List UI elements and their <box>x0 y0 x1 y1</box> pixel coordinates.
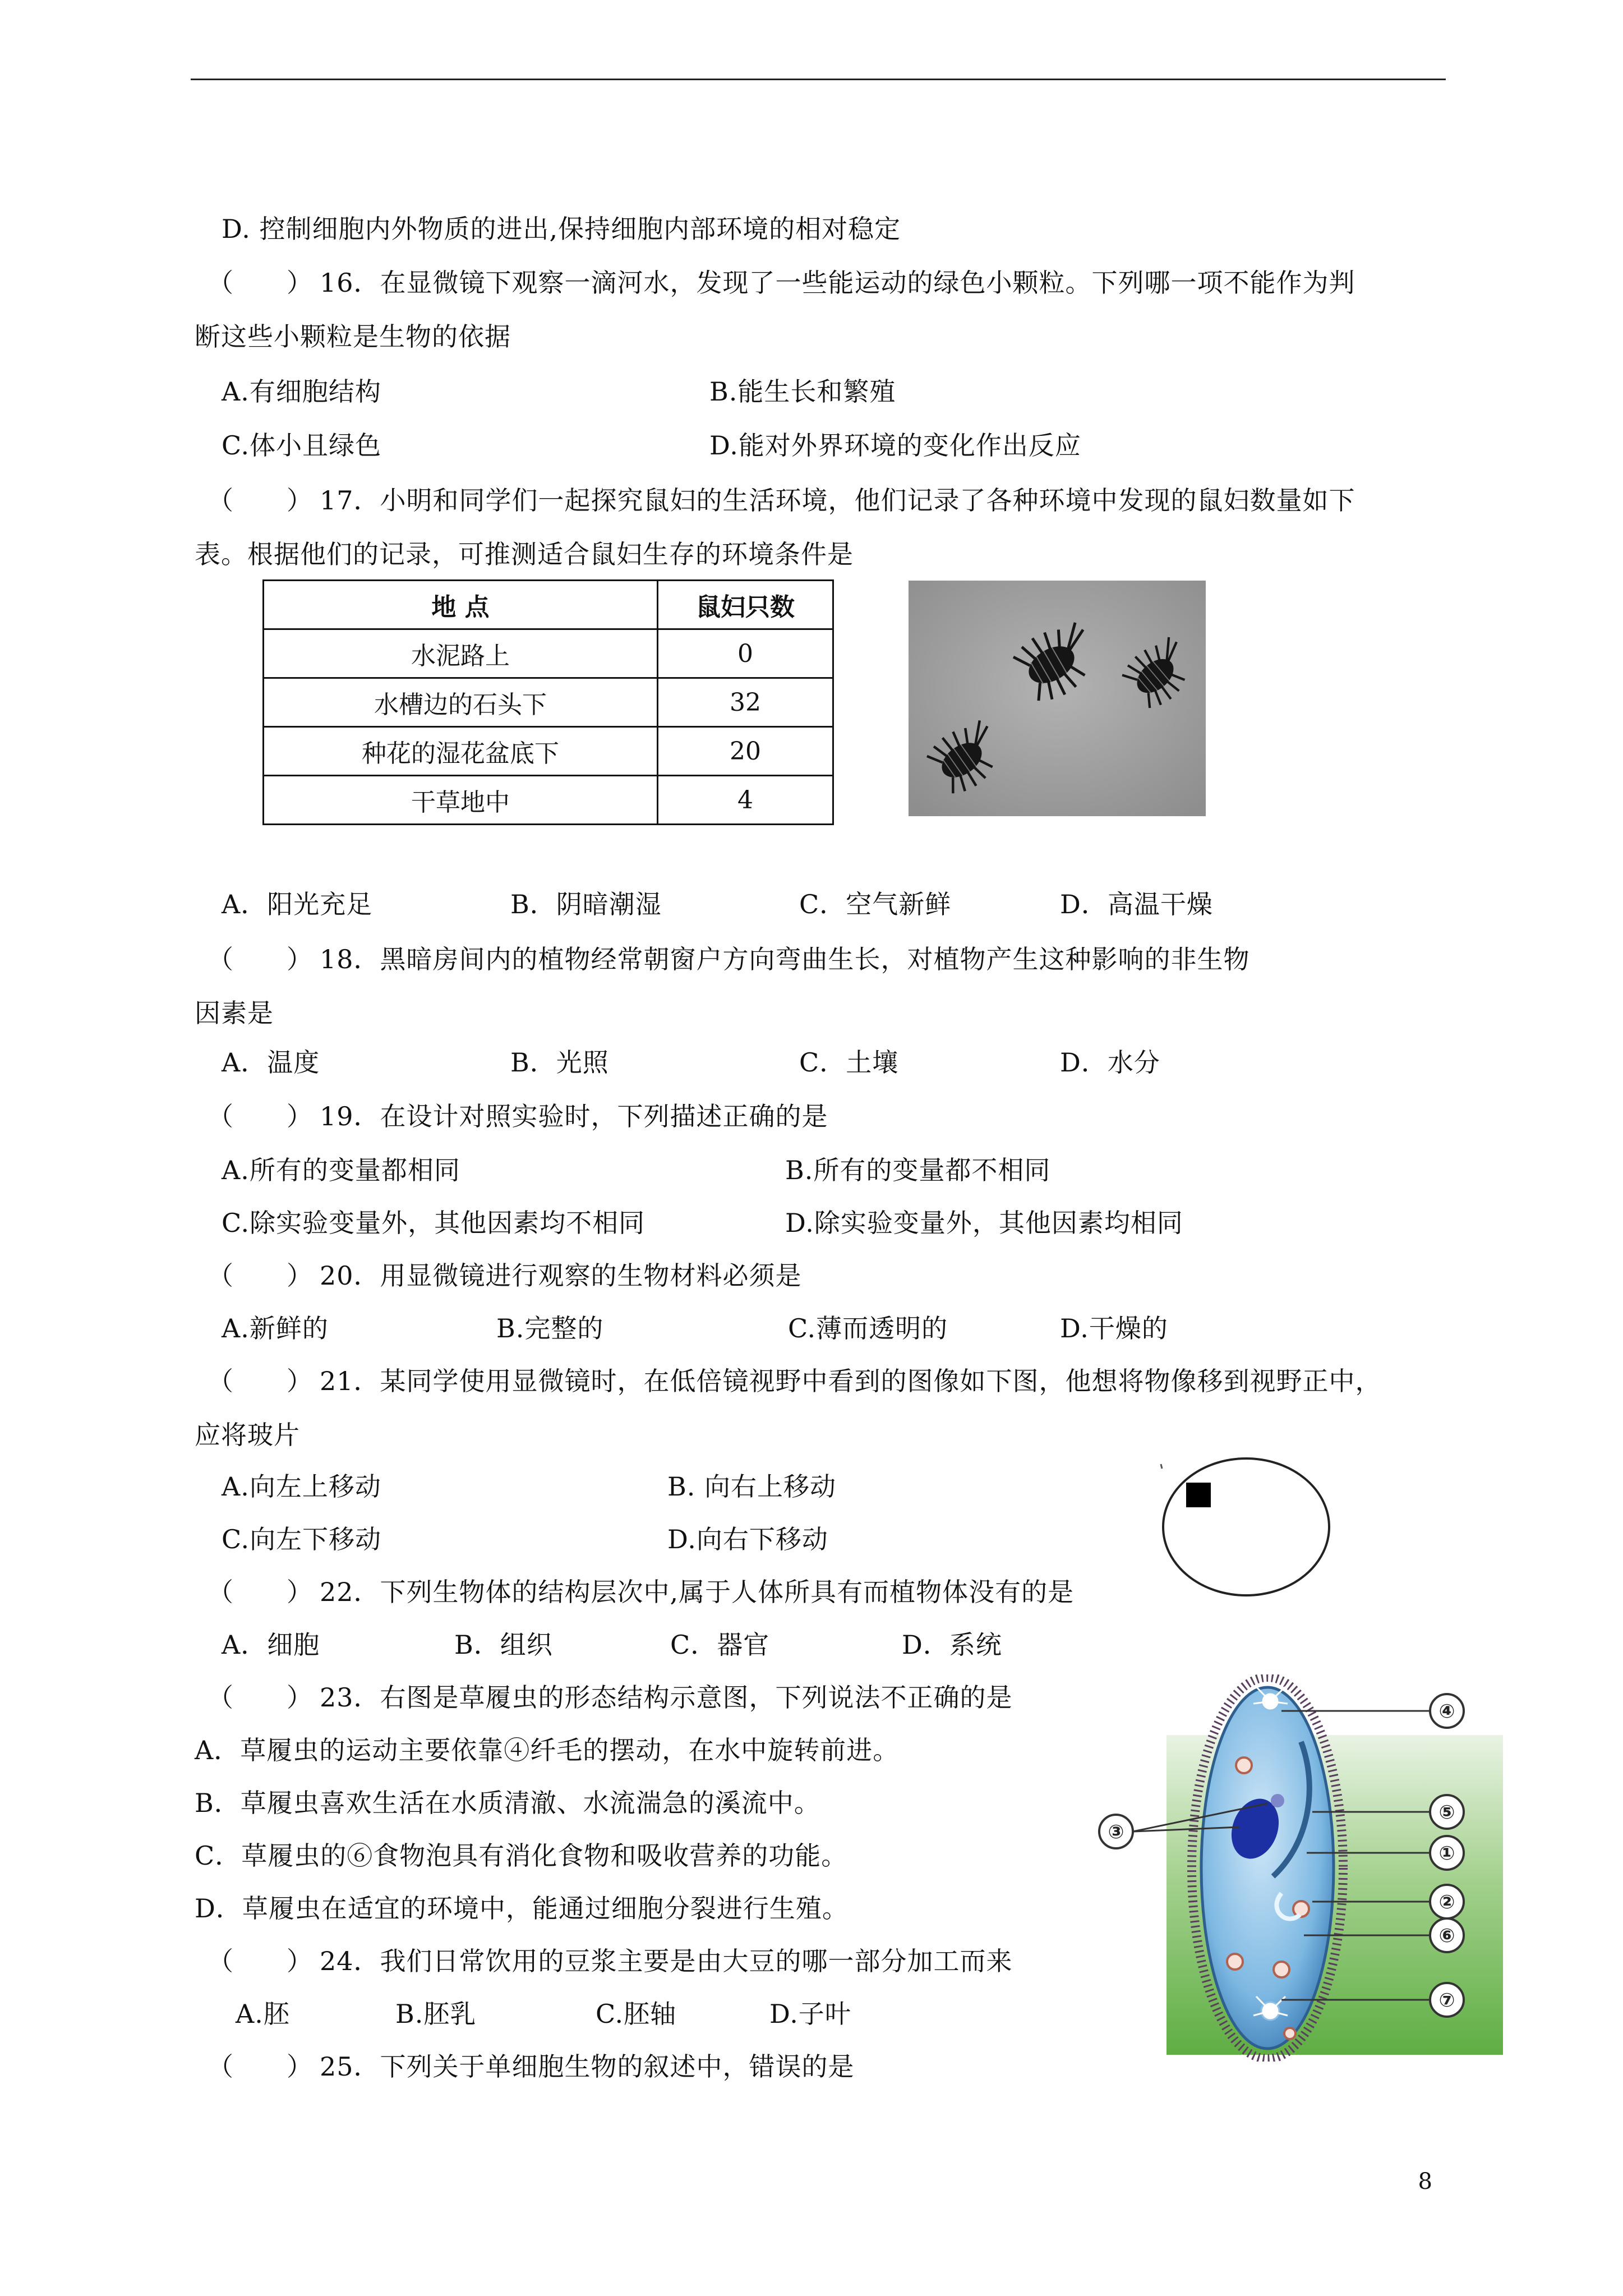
question-16: （ ） 16．在显微镜下观察一滴河水，发现了一些能运动的绿色小颗粒。下列哪一项不能作为判 <box>208 268 1355 298</box>
option-b: B.能生长和繁殖 <box>709 376 896 407</box>
option-a: A．细胞 <box>222 1630 320 1660</box>
paramecium-diagram <box>1088 1674 1514 2062</box>
question-21: （ ） 21．某同学使用显微镜时，在低倍镜视野中看到的图像如下图，他想将物像移到视野正中， <box>208 1366 1382 1396</box>
table-cell: 4 <box>658 776 833 825</box>
option-b: B．草履虫喜欢生活在水质清澈、水流湍急的溪流中。 <box>195 1788 820 1818</box>
option-c: C．草履虫的⑥食物泡具有消化食物和吸收营养的功能。 <box>195 1841 848 1871</box>
option-b: B.完整的 <box>496 1313 604 1343</box>
option-a: A．温度 <box>222 1047 320 1078</box>
option-d: D．高温干燥 <box>1060 889 1213 919</box>
question-22: （ ） 22．下列生物体的结构层次中,属于人体所具有而植物体没有的是 <box>208 1577 1075 1607</box>
diagram-label: ③ <box>1108 1821 1124 1843</box>
table-header-row <box>264 581 833 629</box>
option-d: D.干燥的 <box>1060 1313 1168 1343</box>
option-c: C.体小且绿色 <box>222 430 382 461</box>
option-b: B．阴暗潮湿 <box>510 889 662 919</box>
option-c: C.胚轴 <box>596 1999 677 2029</box>
table-row <box>264 629 833 678</box>
table-row <box>264 678 833 727</box>
table-cell: 干草地中 <box>264 776 658 825</box>
option-c: C．空气新鲜 <box>799 889 952 919</box>
option-b: B. 向右上移动 <box>667 1471 837 1502</box>
option-a: A.有细胞结构 <box>222 376 381 407</box>
diagram-label: ⑤ <box>1438 1801 1455 1824</box>
option-b: B.胚乳 <box>395 1999 477 2029</box>
option-c: C.向左下移动 <box>222 1524 382 1554</box>
woodlouse-photo <box>909 581 1206 816</box>
table-cell: 20 <box>658 727 833 776</box>
option-d: D.能对外界环境的变化作出反应 <box>709 430 1081 461</box>
option-c: C.除实验变量外，其他因素均不相同 <box>222 1208 645 1238</box>
table-header: 鼠妇只数 <box>658 581 833 629</box>
option-a: A．阳光充足 <box>222 889 373 919</box>
question-17-cont: 表。根据他们的记录，可推测适合鼠妇生存的环境条件是 <box>195 539 854 569</box>
option-d: D．系统 <box>902 1630 1002 1660</box>
question-25: （ ） 25．下列关于单细胞生物的叙述中，错误的是 <box>208 2051 855 2082</box>
option-a: A．草履虫的运动主要依靠④纤毛的摆动，在水中旋转前进。 <box>195 1735 900 1765</box>
question-17: （ ） 17．小明和同学们一起探究鼠妇的生活环境，他们记录了各种环境中发现的鼠妇数量如下 <box>208 485 1355 516</box>
option-c: C．器官 <box>670 1630 770 1660</box>
table-row <box>264 776 833 825</box>
question-16-cont: 断这些小颗粒是生物的依据 <box>195 321 511 352</box>
question-24: （ ） 24．我们日常饮用的豆浆主要是由大豆的哪一部分加工而来 <box>208 1946 1013 1976</box>
option-d: D．草履虫在适宜的环境中，能通过细胞分裂进行生殖。 <box>195 1893 849 1924</box>
question-19: （ ） 19．在设计对照实验时，下列描述正确的是 <box>208 1101 828 1131</box>
diagram-label: ① <box>1438 1842 1455 1865</box>
option-a: A.新鲜的 <box>222 1313 329 1343</box>
question-18: （ ） 18．黑暗房间内的植物经常朝窗户方向弯曲生长，对植物产生这种影响的非生物 <box>208 944 1250 974</box>
diagram-label: ② <box>1438 1891 1455 1913</box>
option-line: D. 控制细胞内外物质的进出,保持细胞内部环境的相对稳定 <box>222 214 901 244</box>
page-number: 8 <box>1418 2169 1432 2194</box>
table-row <box>264 727 833 776</box>
microscope-field-diagram <box>1155 1453 1335 1610</box>
option-c: C.薄而透明的 <box>788 1313 948 1343</box>
option-a: A.所有的变量都相同 <box>222 1155 460 1185</box>
header-rule <box>191 79 1446 80</box>
option-a: A.向左上移动 <box>222 1471 381 1502</box>
option-d: D.向右下移动 <box>667 1524 828 1554</box>
table-cell: 0 <box>658 629 833 678</box>
question-21-cont: 应将玻片 <box>195 1420 300 1450</box>
option-d: D.子叶 <box>769 1999 851 2029</box>
table-header: 地 点 <box>264 581 658 629</box>
question-20: （ ） 20．用显微镜进行观察的生物材料必须是 <box>208 1260 802 1291</box>
option-a: A.胚 <box>236 1999 290 2029</box>
option-b: B．组织 <box>454 1630 553 1660</box>
question-18-cont: 因素是 <box>195 998 274 1028</box>
diagram-label: ⑥ <box>1438 1925 1455 1947</box>
option-c: C．土壤 <box>799 1047 899 1078</box>
option-b: B.所有的变量都不相同 <box>785 1155 1051 1185</box>
diagram-label: ④ <box>1438 1700 1455 1723</box>
option-d: D．水分 <box>1060 1047 1160 1078</box>
diagram-label: ⑦ <box>1438 1989 1455 2012</box>
table-cell: 32 <box>658 678 833 727</box>
table-cell: 水槽边的石头下 <box>264 678 658 727</box>
option-b: B．光照 <box>510 1047 609 1078</box>
woodlouse-table <box>262 579 834 825</box>
table-cell: 种花的湿花盆底下 <box>264 727 658 776</box>
table-cell: 水泥路上 <box>264 629 658 678</box>
question-23: （ ） 23．右图是草履虫的形态结构示意图，下列说法不正确的是 <box>208 1682 1013 1713</box>
option-d: D.除实验变量外，其他因素均相同 <box>785 1208 1183 1238</box>
